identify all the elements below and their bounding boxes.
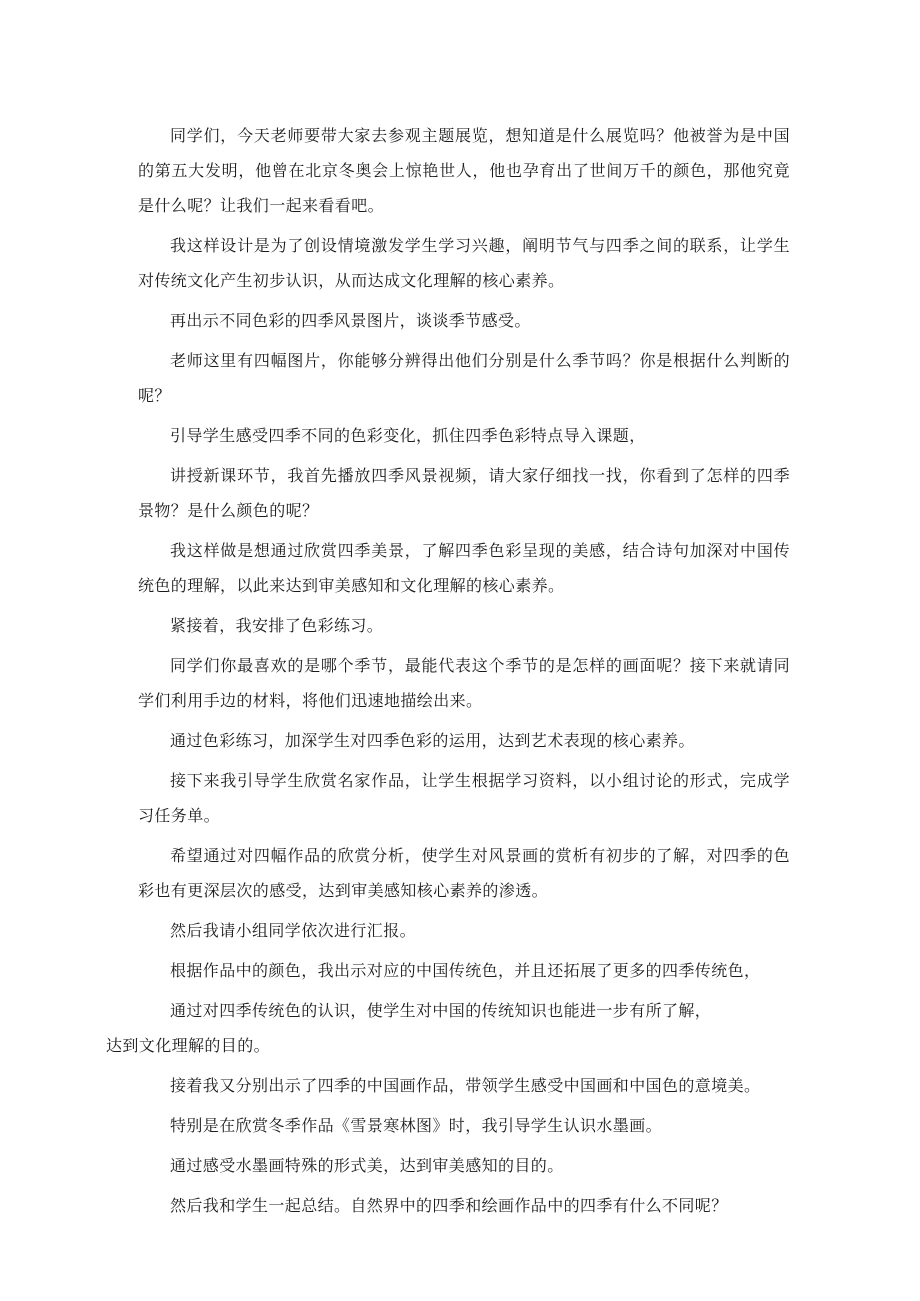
paragraph: 根据作品中的颜色，我出示对应的中国传统色，并且还拓展了更多的四季传统色， bbox=[170, 961, 761, 980]
paragraph: 接着我又分别出示了四季的中国画作品，带领学生感受中国画和中国色的意境美。 bbox=[170, 1076, 761, 1095]
split-paragraph bbox=[106, 993, 790, 1063]
paragraph: 然后我和学生一起总结。自然界中的四季和绘画作品中的四季有什么不同呢？ bbox=[170, 1196, 728, 1215]
paragraph: 然后我请小组同学依次进行汇报。 bbox=[170, 921, 417, 940]
paragraph: 同学们你最喜欢的是哪个季节，最能代表这个季节的是怎样的画面呢？接下来就请同学们利用手边的材料，将他们迅速地描绘出来。 bbox=[138, 656, 790, 710]
paragraph: 讲授新课环节，我首先播放四季风景视频，请大家仔细找一找，你看到了怎样的四季景物？是什么颜色的呢？ bbox=[138, 466, 790, 520]
paragraph: 同学们，今天老师要带大家去参观主题展览，想知道是什么展览吗？他被誉为是中国的第五大发明，他曾在北京冬奥会上惊艳世人，他也孕育出了世间万千的颜色，那他究竟是什么呢？让我们一起来看看吧。 bbox=[138, 126, 790, 215]
paragraph: 引导学生感受四季不同的色彩变化，抓住四季色彩特点导入课题， bbox=[170, 426, 646, 445]
split-paragraph-line2: 达到文化理解的目的。 bbox=[106, 1036, 271, 1055]
paragraph: 老师这里有四幅图片，你能够分辨得出他们分别是什么季节吗？你是根据什么判断的呢？ bbox=[138, 351, 790, 405]
paragraph: 我这样设计是为了创设情境激发学生学习兴趣，阐明节气与四季之间的联系，让学生对传统文化产生初步认识，从而达成文化理解的核心素养。 bbox=[138, 236, 790, 290]
paragraph: 特别是在欣赏冬季作品《雪景寒林图》时，我引导学生认识水墨画。 bbox=[170, 1116, 663, 1135]
document-body bbox=[106, 118, 790, 1228]
paragraph: 紧接着，我安排了色彩练习。 bbox=[170, 616, 384, 635]
paragraph: 通过感受水墨画特殊的形式美，达到审美感知的目的。 bbox=[170, 1156, 564, 1175]
split-paragraph-line1: 通过对四季传统色的认识，使学生对中国的传统知识也能进一步有所了解， bbox=[170, 1001, 712, 1020]
paragraph: 接下来我引导学生欣赏名家作品，让学生根据学习资料，以小组讨论的形式，完成学习任务单。 bbox=[138, 771, 790, 825]
paragraph: 再出示不同色彩的四季风景图片，谈谈季节感受。 bbox=[170, 311, 531, 330]
paragraph: 希望通过对四幅作品的欣赏分析，使学生对风景画的赏析有初步的了解，对四季的色彩也有更深层次的感受，达到审美感知核心素养的渗透。 bbox=[138, 846, 790, 900]
paragraph: 我这样做是想通过欣赏四季美景，了解四季色彩呈现的美感，结合诗句加深对中国传统色的理解，以此来达到审美感知和文化理解的核心素养。 bbox=[138, 541, 790, 595]
paragraph: 通过色彩练习，加深学生对四季色彩的运用，达到艺术表现的核心素养。 bbox=[170, 731, 695, 750]
